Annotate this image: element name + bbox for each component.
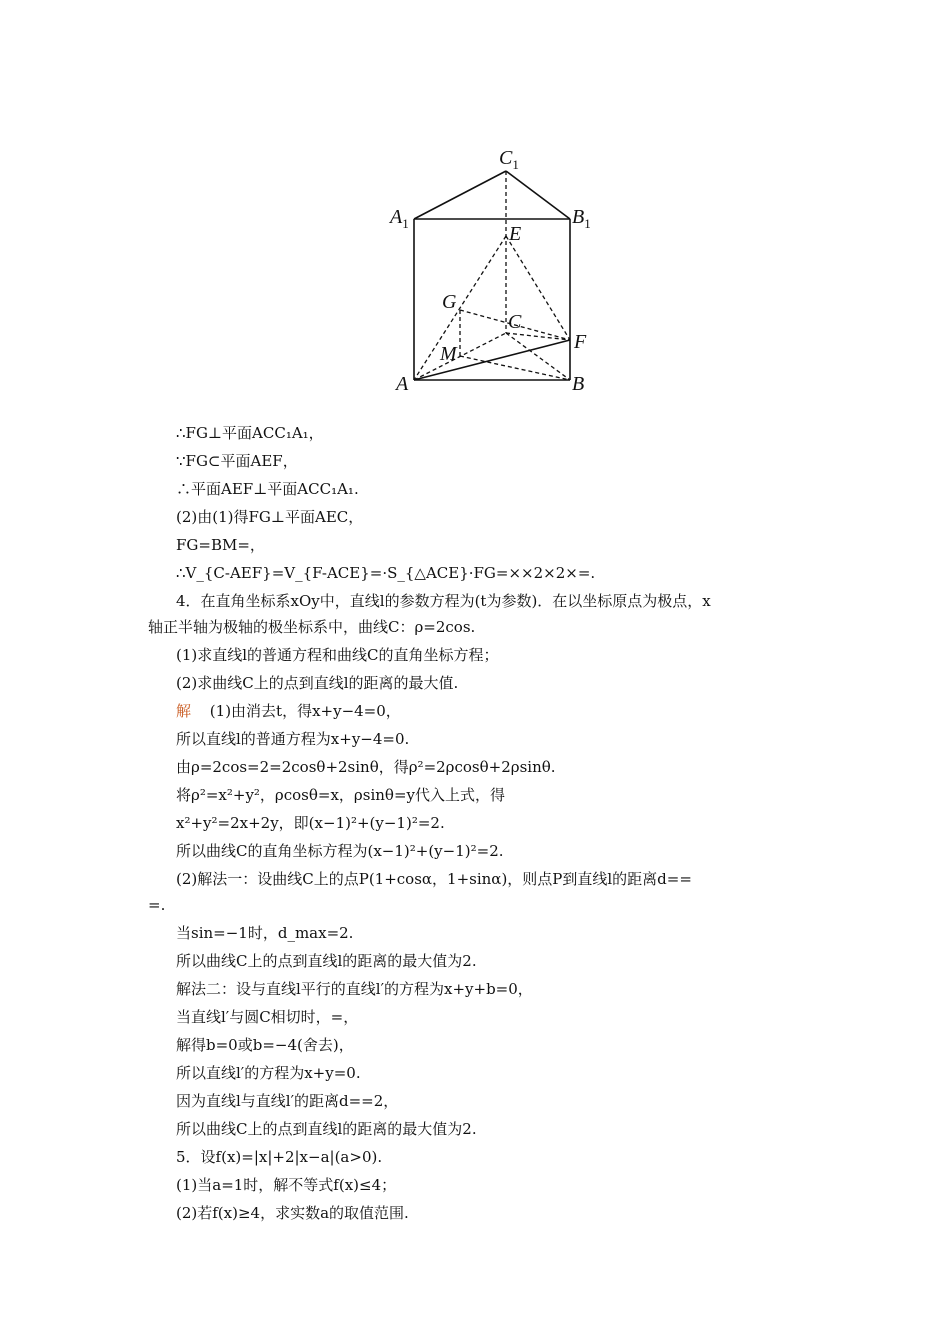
solution-line: 解法二：设与直线l平行的直线l′的方程为x+y+b=0， — [176, 980, 533, 998]
prism-diagram — [390, 128, 616, 418]
label-c1: $C_1$ — [499, 147, 519, 172]
label-a1: $A_1$ — [390, 206, 409, 231]
solution-line: 所以曲线C上的点到直线l的距离的最大值为2. — [176, 1120, 477, 1138]
solution-line: x²+y²=2x+2y，即(x−1)²+(y−1)²=2. — [176, 814, 445, 832]
label-g: G — [442, 291, 457, 313]
edge-c1a1 — [414, 171, 506, 219]
label-b: B — [572, 373, 585, 395]
solution-line — [176, 701, 401, 721]
edge-cf — [506, 333, 570, 340]
solution-line: 因为直线l与直线l′的距离d==2， — [176, 1092, 399, 1110]
solution-line: 当sin=−1时，d_max=2. — [176, 924, 354, 942]
solution-line: (2)解法一：设曲线C上的点P(1+cosα，1+sinα)，则点P到直线l的距离d== — [176, 870, 692, 888]
text-line: ∴V_{C-AEF}=V_{F-ACE}=·S_{△ACE}·FG=××2×2×=. — [176, 564, 596, 582]
text-line: ∵FG⊂平面AEF， — [176, 452, 298, 470]
solution-line: 所以曲线C上的点到直线l的距离的最大值为2. — [176, 952, 477, 970]
label-b1: $B_1$ — [572, 206, 591, 231]
solution-text: (1)由消去t，得x+y−4=0， — [209, 702, 401, 720]
text-line: ∴平面AEF⊥平面ACC₁A₁. — [176, 480, 359, 498]
edge-ea — [414, 236, 506, 380]
problem-5-part2: (2)若f(x)≥4，求实数a的取值范围. — [176, 1204, 409, 1222]
label-c: C — [508, 311, 522, 333]
label-f: F — [574, 331, 587, 353]
solution-label: 解 — [176, 702, 192, 720]
solution-line: 当直线l′与圆C相切时，=， — [176, 1008, 359, 1026]
edge-af — [414, 340, 570, 380]
problem-5-line: 5．设f(x)=|x|+2|x−a|(a>0). — [176, 1148, 383, 1166]
problem-5-part1: (1)当a=1时，解不等式f(x)≤4； — [176, 1176, 397, 1194]
solution-line: 由ρ=2cos=2=2cosθ+2sinθ，得ρ²=2ρcosθ+2ρsinθ. — [176, 758, 556, 776]
text-line: (2)由(1)得FG⊥平面AEC， — [176, 508, 364, 526]
solution-line: 解得b=0或b=−4(舍去)， — [176, 1036, 354, 1054]
solution-line: 所以曲线C的直角坐标方程为(x−1)²+(y−1)²=2. — [176, 842, 504, 860]
label-a: A — [396, 373, 409, 395]
solution-line: =. — [148, 896, 166, 914]
problem-4-part2: (2)求曲线C上的点到直线l的距离的最大值. — [176, 674, 459, 692]
prism-figure — [390, 128, 616, 418]
solution-line: 所以直线l的普通方程为x+y−4=0. — [176, 730, 410, 748]
problem-4-line: 轴正半轴为极轴的极坐标系中，曲线C：ρ=2cos. — [148, 618, 476, 636]
solution-line: 将ρ²=x²+y²，ρcosθ=x，ρsinθ=y代入上式，得 — [176, 786, 505, 804]
edge-c1b1 — [506, 171, 570, 219]
solution-line: 所以直线l′的方程为x+y=0. — [176, 1064, 361, 1082]
text-line: ∴FG⊥平面ACC₁A₁， — [176, 424, 324, 442]
problem-4-part1: (1)求直线l的普通方程和曲线C的直角坐标方程； — [176, 646, 499, 664]
text-line: FG=BM=， — [176, 536, 265, 554]
problem-4-line: 4．在直角坐标系xOy中，直线l的参数方程为(t为参数)．在以坐标原点为极点，x — [176, 592, 711, 610]
label-e: E — [509, 223, 522, 245]
label-m: M — [440, 343, 457, 365]
